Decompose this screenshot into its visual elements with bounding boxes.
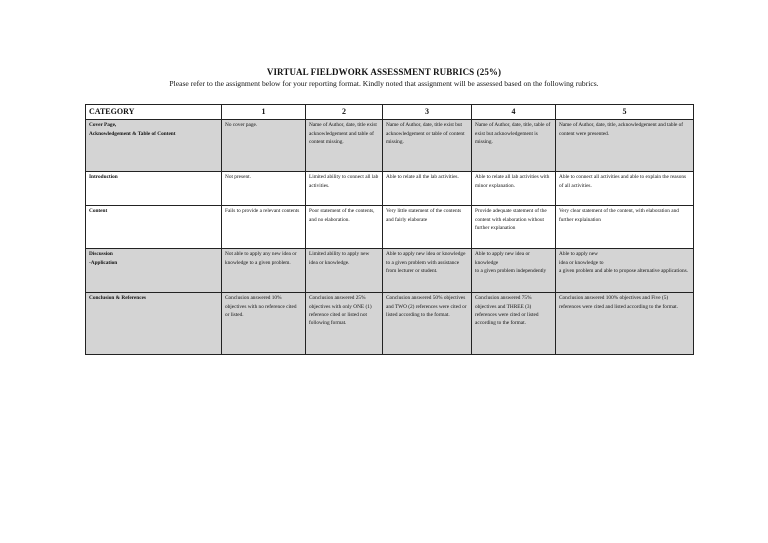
category-cell: Conclusion & References	[86, 293, 222, 355]
column-header-score-3: 3	[383, 105, 472, 120]
rubric-cell: Able to connect all activities and able to explain the reasons of all activities.	[556, 172, 694, 206]
rubric-cell: Very little statement of the contents and fairly elaborate	[383, 206, 472, 249]
column-header-category: CATEGORY	[86, 105, 222, 120]
rubric-cell: Name of Author, date, title exist but acknowledgement or table of content missing.	[383, 120, 472, 172]
rubric-cell: Name of Author, date, title, table of exist but acknowledgement is missing.	[472, 120, 556, 172]
table-row	[86, 172, 694, 206]
rubric-cell: Name of Author, date, title exist acknowledgement and table of content missing.	[306, 120, 383, 172]
rubric-cell: Provide adequate statement of the content with elaboration without further explanation	[472, 206, 556, 249]
rubric-cell: Able to apply new idea or knowledge to a given problem independently	[472, 249, 556, 293]
column-header-score-4: 4	[472, 105, 556, 120]
rubric-cell: Fails to provide a relevant contents	[222, 206, 306, 249]
rubric-cell: Able to apply new idea or knowledge to a given problem with assistance from lecturer or student.	[383, 249, 472, 293]
rubric-cell: Not able to apply any new idea or knowledge to a given problem.	[222, 249, 306, 293]
rubric-cell: Conclusion answered 10% objectives with no reference cited or listed.	[222, 293, 306, 355]
rubric-cell: Conclusion answered 50% objectives and TWO (2) references were cited or listed according to the format.	[383, 293, 472, 355]
category-cell: Content	[86, 206, 222, 249]
column-header-score-5: 5	[556, 105, 694, 120]
rubric-cell: No cover page.	[222, 120, 306, 172]
page-subtitle: Please refer to the assignment below for your reporting format. Kindly noted that assignment will be assessed based on the following rubrics.	[169, 79, 599, 88]
rubric-cell: Able to apply new idea or knowledge to a given problem and able to propose alternative applications.	[556, 249, 694, 293]
table-row	[86, 206, 694, 249]
table-row	[86, 293, 694, 355]
rubric-cell: Able to relate all lab activities with minor explanation.	[472, 172, 556, 206]
rubric-cell: Conclusion answered 25% objectives with only ONE (1) reference cited or listed not following format.	[306, 293, 383, 355]
category-cell: Introduction	[86, 172, 222, 206]
rubric-cell: Conclusion answered 100% objectives and Five (5) references were cited and listed according to the format.	[556, 293, 694, 355]
page-title: VIRTUAL FIELDWORK ASSESSMENT RUBRICS (25%)	[266, 67, 502, 77]
column-header-score-2: 2	[306, 105, 383, 120]
table-header-row	[86, 105, 694, 120]
table-row	[86, 120, 694, 172]
column-header-score-1: 1	[222, 105, 306, 120]
rubric-cell: Name of Author, date, title, acknowledgement and table of content were presented.	[556, 120, 694, 172]
table-row	[86, 249, 694, 293]
category-cell: Discussion -Application	[86, 249, 222, 293]
rubric-cell: Conclusion answered 75% objectives and THREE (3) references were cited or listed according to the format.	[472, 293, 556, 355]
rubric-table	[85, 104, 694, 355]
rubric-cell: Limited ability to apply new idea or knowledge.	[306, 249, 383, 293]
rubric-cell: Able to relate all the lab activities.	[383, 172, 472, 206]
rubric-cell: Poor statement of the contents, and no elaboration.	[306, 206, 383, 249]
rubric-cell: Limited ability to connect all lab activities.	[306, 172, 383, 206]
category-cell: Cover Page, Acknowledgement & Table of Content	[86, 120, 222, 172]
rubric-cell: Very clear statement of the content, with elaboration and further explaination	[556, 206, 694, 249]
rubric-cell: Not present.	[222, 172, 306, 206]
